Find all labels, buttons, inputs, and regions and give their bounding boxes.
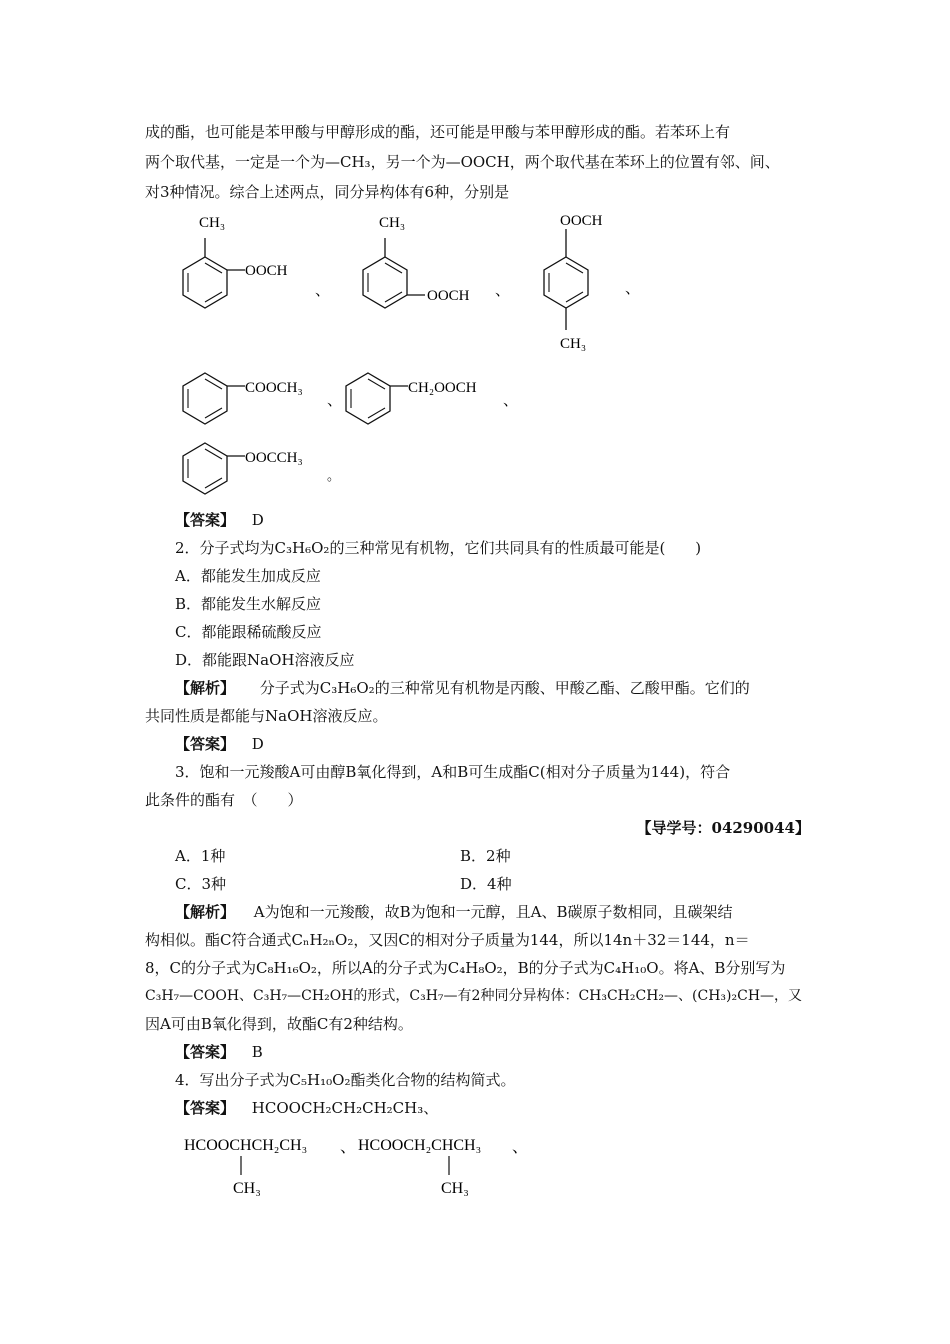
q3-option-c: C．3种 — [175, 875, 227, 893]
analysis-text: 分子式为C₃H₆O₂的三种常见有机物是丙酸、甲酸乙酯、乙酸甲酯。它们的 — [259, 679, 750, 697]
separator: 、 — [512, 1139, 529, 1156]
struct2-branch: CH₃ — [441, 1180, 469, 1197]
answer-label: 【答案】 — [175, 735, 236, 753]
para-bottom-label: CH₃ — [560, 336, 587, 352]
benzoate-label: COOCH₃ — [245, 380, 303, 396]
para-top-label: OOCH — [560, 213, 603, 229]
intro-line-2: 两个取代基，一定是一个为—CH₃，另一个为—OOCH，两个取代基在苯环上的位置有邻、间、 — [145, 153, 780, 171]
meta-top-label: CH₃ — [379, 215, 406, 231]
q4-answer-row — [175, 1098, 438, 1118]
separator: 、 — [503, 393, 519, 409]
q4-stem: 4．写出分子式为C₅H₁₀O₂酯类化合物的结构简式。 — [175, 1071, 516, 1089]
q3-analysis-line-5: 因A可由B氧化得到，故酯C有2种结构。 — [145, 1015, 413, 1033]
answer-label: 【答案】 — [175, 1043, 236, 1061]
q3-stem-line-2: 此条件的酯有 （ ） — [145, 791, 303, 809]
benzyl-formate-label: CH₂OOCH — [408, 380, 477, 396]
q3-analysis-line-2: 构相似。酯C符合通式CₙH₂ₙO₂，又因C的相对分子质量为144，所以14n＋32＝144，n＝ — [145, 931, 750, 949]
para-methylphenyl-formate-structure — [540, 205, 650, 360]
separator: 、 — [327, 393, 343, 409]
q3-answer-row — [175, 1042, 263, 1062]
q2-answer-row — [175, 734, 264, 754]
separator: 、 — [625, 281, 641, 297]
guide-number: 【导学号：04290044】 — [636, 819, 810, 837]
ortho-top-label: CH₃ — [199, 215, 226, 231]
benzyl-formate-structure — [338, 365, 528, 430]
q3-option-b: B．2种 — [460, 847, 511, 865]
analysis-text: A为饱和一元羧酸，故B为饱和一元醇，且A、B碳原子数相同，且碳架结 — [253, 903, 733, 921]
q3-analysis-line-4: C₃H₇—COOH、C₃H₇—CH₂OH的形式，C₃H₇—有2种同分异构体：CH₃CH₂CH₂—、(CH₃)₂CH—，又 — [145, 988, 803, 1004]
meta-side-label: OOCH — [427, 288, 470, 304]
q3-analysis-row — [175, 902, 733, 922]
q2-option-c: C．都能跟稀硫酸反应 — [175, 623, 322, 641]
phenyl-acetate-label: OOCCH₃ — [245, 450, 303, 466]
struct1-main: HCOOCHCH₂CH₃ — [184, 1137, 308, 1154]
methyl-benzoate-structure — [175, 365, 345, 430]
separator: 、 — [315, 283, 331, 299]
branched-ester-structures — [180, 1130, 540, 1200]
struct2-main: HCOOCH₂CHCH₃ — [358, 1137, 482, 1154]
q3-option-a: A．1种 — [175, 847, 226, 865]
meta-methylphenyl-formate-structure — [355, 205, 515, 315]
struct1-branch: CH₃ — [233, 1180, 261, 1197]
intro-line-1: 成的酯，也可能是苯甲酸与甲醇形成的酯，还可能是甲酸与苯甲醇形成的酯。若苯环上有 — [145, 123, 731, 141]
answer-label: 【答案】 — [175, 1099, 236, 1117]
q2-analysis-row — [175, 678, 750, 698]
q2-stem: 2．分子式均为C₃H₆O₂的三种常见有机物，它们共同具有的性质最可能是( ) — [175, 539, 702, 557]
ortho-side-label: OOCH — [245, 263, 288, 279]
separator: 、 — [495, 283, 511, 299]
period: 。 — [327, 468, 341, 483]
q2-option-a: A．都能发生加成反应 — [175, 567, 321, 585]
q1-answer-row — [175, 510, 264, 530]
separator: 、 — [340, 1139, 357, 1156]
q3-stem-line-1: 3．饱和一元羧酸A可由醇B氧化得到，A和B可生成酯C(相对分子质量为144)，符合 — [175, 763, 731, 781]
answer-value: D — [251, 511, 264, 529]
answer-label: 【答案】 — [175, 511, 236, 529]
q2-option-d: D．都能跟NaOH溶液反应 — [175, 651, 355, 669]
answer-value: HCOOCH₂CH₂CH₂CH₃、 — [251, 1099, 439, 1117]
answer-value: D — [251, 735, 264, 753]
analysis-label: 【解析】 — [175, 903, 236, 921]
q2-option-b: B．都能发生水解反应 — [175, 595, 322, 613]
answer-value: B — [251, 1043, 263, 1061]
intro-line-3: 对3种情况。综合上述两点，同分异构体有6种，分别是 — [145, 183, 510, 201]
q3-option-d: D．4种 — [460, 875, 512, 893]
ortho-methylphenyl-formate-structure — [175, 205, 335, 315]
q2-analysis-line-2: 共同性质是都能与NaOH溶液反应。 — [145, 707, 388, 725]
analysis-label: 【解析】 — [175, 679, 236, 697]
q3-analysis-line-3: 8，C的分子式为C₈H₁₆O₂，所以A的分子式为C₄H₈O₂，B的分子式为C₄H₁₀O。将A、B分别写为 — [145, 959, 786, 977]
phenyl-acetate-structure — [175, 435, 355, 505]
